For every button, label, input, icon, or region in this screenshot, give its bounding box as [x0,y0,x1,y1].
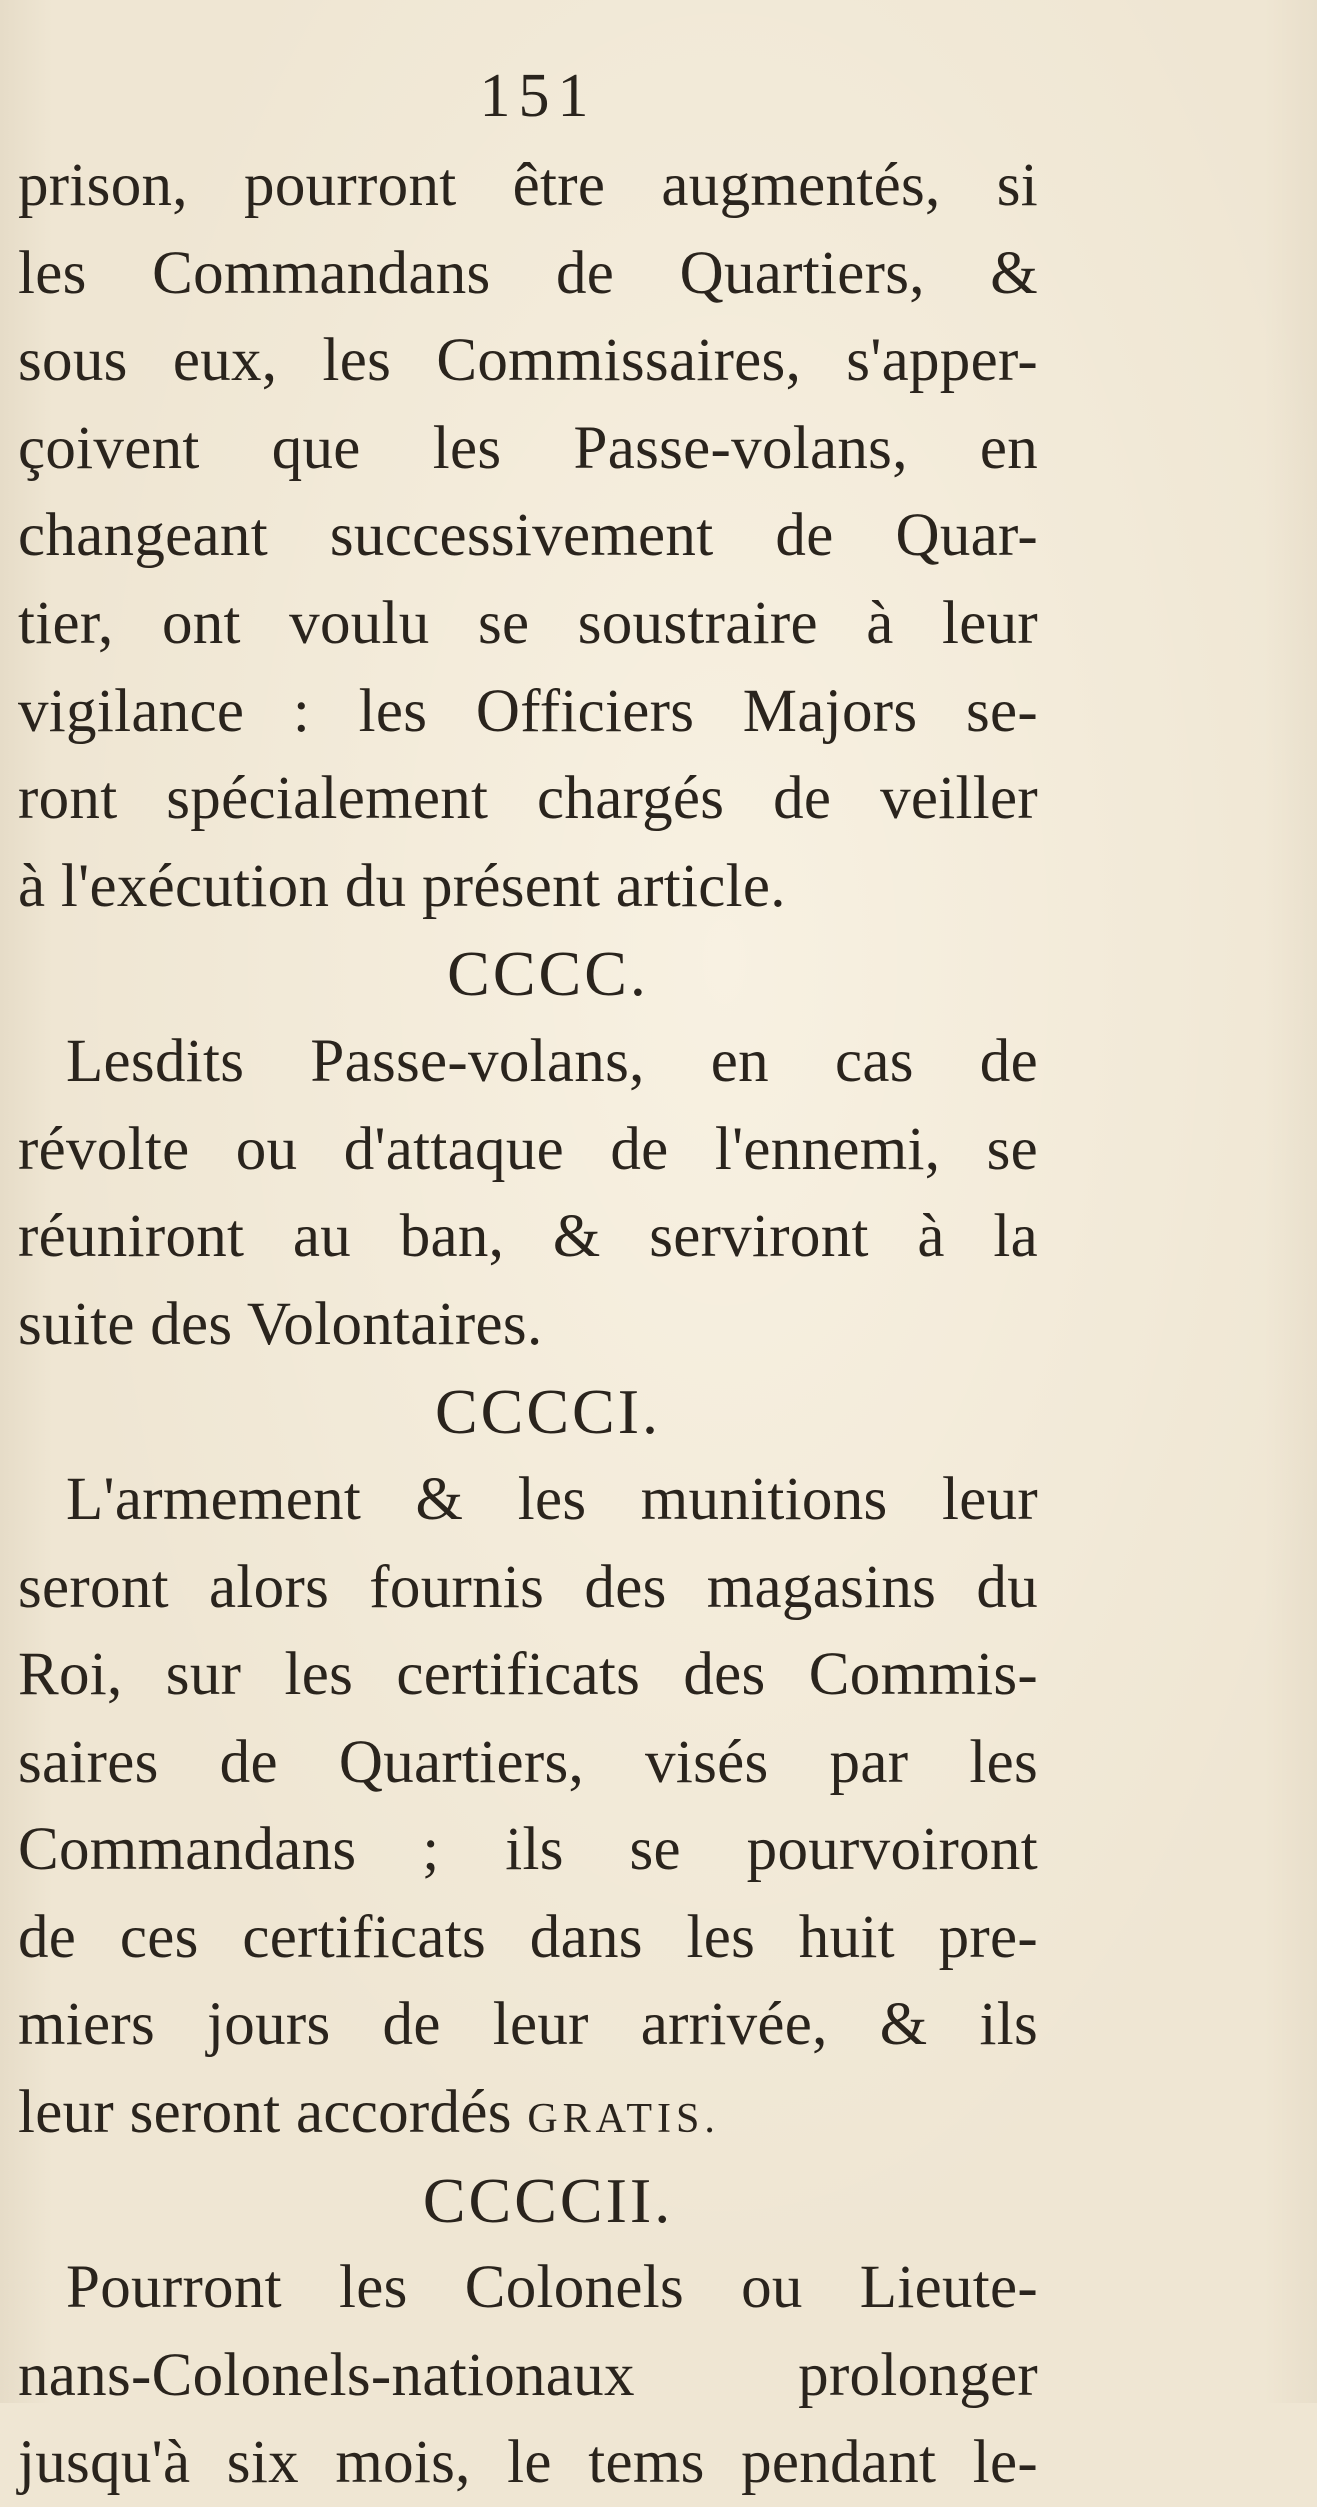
text-line: miers jours de leur arrivée, & ils [18,1991,1038,2059]
page-text [18,50,1038,2507]
text-line: ront spécialement chargés de veiller [18,765,1038,833]
text-line: Roi, sur les certificats des Commis- [18,1641,1038,1709]
text-line: seront alors fournis des magasins du [18,1553,1038,1621]
text-span: leur seront accordés [18,2079,512,2147]
text-line: jusqu'à six mois, le tems pendant le- [18,2429,1038,2497]
smallcaps-word: GRATIS. [527,2096,720,2143]
text-line: les Commandans de Quartiers, & [18,239,1038,307]
text-line: nans-Colonels-nationaux prolonger [18,2341,1038,2409]
article-heading-cccci: CCCCI. [434,1376,662,1448]
paragraph-continuation [18,142,1038,930]
text-line: suite des Volontaires. [18,1290,543,1358]
text-line: Pourront les Colonels ou Lieute- [66,2254,1038,2322]
article-body-cccc [18,1018,1038,1368]
article-heading-cccc: CCCC. [447,938,649,1010]
article-body-cccci [18,1456,1038,2157]
text-line: Lesdits Passe-volans, en cas de [66,1027,1038,1095]
text-line: vigilance : les Officiers Majors se- [18,677,1038,745]
text-line: sous eux, les Commissaires, s'apper- [18,327,1038,395]
text-line: L'armement & les munitions leur [66,1465,1038,1533]
article-heading-ccccii: CCCCII. [422,2164,674,2236]
text-line: çoivent que les Passe-volans, en [18,414,1038,482]
text-line: réuniront au ban, & serviront à la [18,1203,1038,1271]
article-body-ccccii [18,2244,1038,2507]
text-line: Commandans ; ils se pourvoiront [18,1816,1038,1884]
text-line: prison, pourront être augmentés, si [18,152,1038,219]
text-line: révolte ou d'attaque de l'ennemi, se [18,1115,1038,1183]
text-line: de ces certificats dans les huit pre- [18,1903,1038,1971]
text-line [18,2069,1038,2157]
text-line: à l'exécution du présent article. [18,852,786,920]
text-line: tier, ont voulu se soustraire à leur [18,589,1038,657]
text-line: saires de Quartiers, visés par les [18,1728,1038,1796]
page-number: 151 [479,62,597,130]
text-line: changeant successivement de Quar- [18,502,1038,570]
